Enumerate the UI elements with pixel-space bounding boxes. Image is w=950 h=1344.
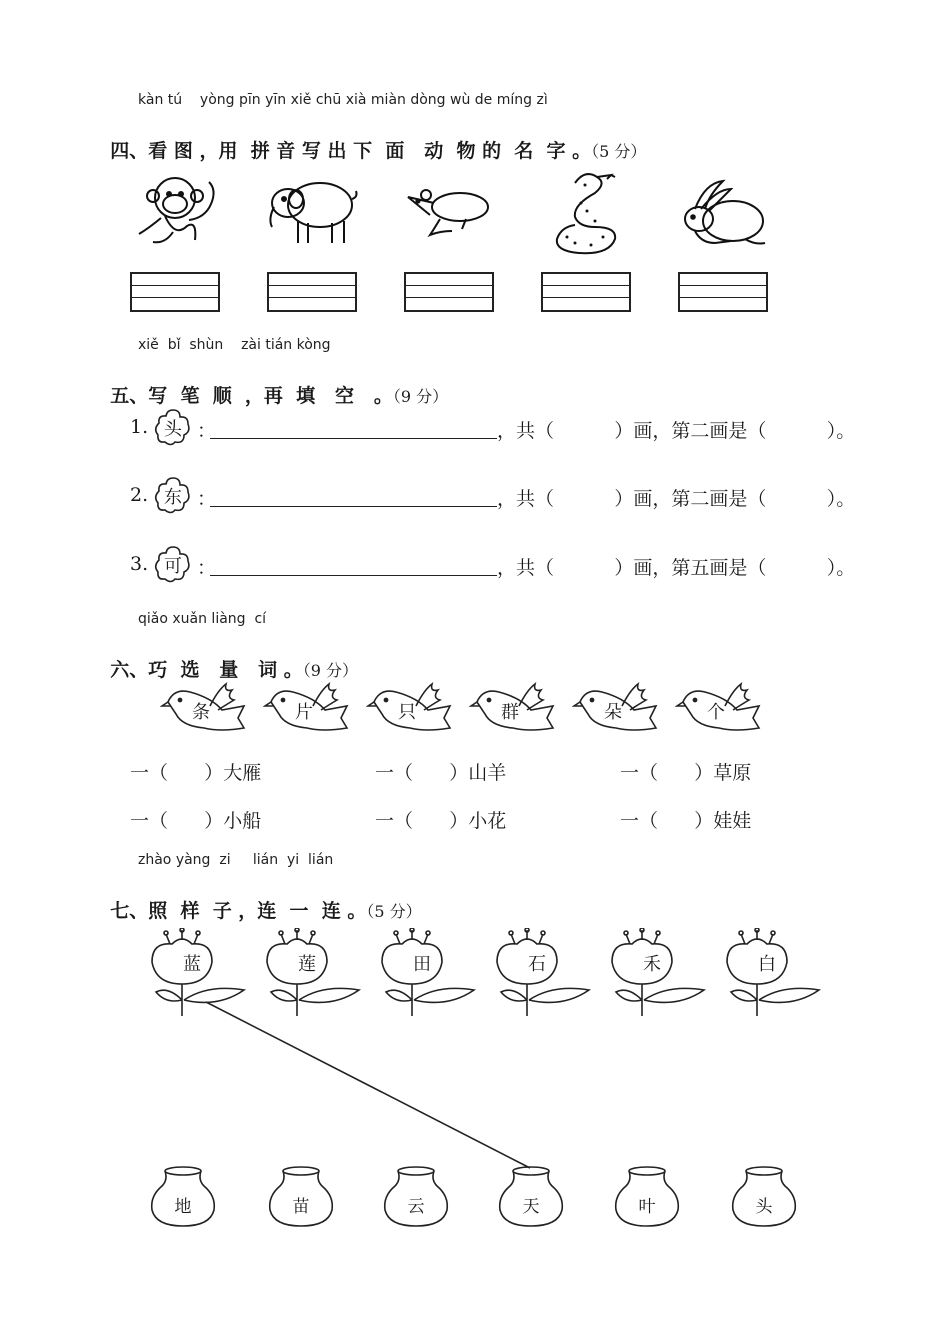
pinyin-writing-box[interactable] (404, 272, 494, 312)
measure-word-blank[interactable]: 一（ ）山羊 (375, 762, 507, 784)
section4-score: （5 分） (591, 142, 647, 161)
stroke-order-answer-line[interactable] (210, 438, 497, 439)
section5-title: 五、写 笔 顺 ，再 填 空 。 (110, 385, 393, 407)
section4-heading (97, 114, 646, 163)
item-number: 1. (130, 416, 149, 438)
tulip-flower[interactable] (493, 928, 593, 1018)
measure-word-bird (160, 680, 250, 736)
flower-char: 东 (164, 487, 182, 508)
monkey-icon (125, 160, 225, 250)
tulip-char: 田 (413, 954, 431, 975)
section7-heading (97, 874, 422, 923)
pinyin-writing-box[interactable] (678, 272, 768, 312)
flower-char-badge (153, 475, 193, 515)
snake-icon (545, 165, 625, 257)
tulip-char: 白 (758, 954, 776, 975)
stroke-order-answer-line[interactable] (210, 575, 497, 576)
jar-char: 云 (407, 1197, 425, 1217)
stroke-count-prompt: ，共（ ）画，第二画是（ ）。 (497, 420, 856, 442)
section7-score: （5 分） (366, 902, 422, 921)
tulip-char: 蓝 (183, 954, 201, 975)
measure-word-blank[interactable]: 一（ ）小船 (130, 810, 262, 832)
measure-word-blank[interactable]: 一（ ）大雁 (130, 762, 262, 784)
item-number: 2. (130, 484, 149, 506)
bird-char: 片 (295, 702, 313, 723)
section6-pinyin: qiǎo xuǎn liàng cí (138, 611, 267, 627)
rabbit-icon (675, 175, 770, 250)
section7-title: 七、照 样 子 ，连 一 连 。 (110, 900, 367, 922)
measure-word-bird (469, 680, 559, 736)
jar-vase[interactable] (266, 1166, 336, 1230)
stroke-count-prompt: ，共（ ）画，第二画是（ ）。 (497, 488, 856, 510)
jar-vase[interactable] (148, 1166, 218, 1230)
tulip-flower[interactable] (378, 928, 478, 1018)
tulip-flower[interactable] (148, 928, 248, 1018)
bird-char: 群 (501, 702, 519, 723)
bird-char: 朵 (604, 702, 622, 723)
tulip-flower[interactable] (608, 928, 708, 1018)
measure-word-bird (366, 680, 456, 736)
section5-score: （9 分） (392, 387, 449, 406)
section5-heading (97, 359, 448, 408)
stroke-order-answer-line[interactable] (210, 506, 497, 507)
colon: ： (197, 420, 217, 442)
jar-char: 苗 (292, 1197, 310, 1217)
flower-char: 可 (164, 556, 182, 577)
flower-char: 头 (164, 419, 182, 440)
section6-score: （9 分） (302, 661, 359, 680)
measure-word-blank[interactable]: 一（ ）小花 (375, 810, 507, 832)
colon: ： (197, 557, 217, 579)
tulip-char: 莲 (298, 954, 316, 975)
tulip-char: 禾 (643, 954, 661, 975)
jar-vase[interactable] (612, 1166, 682, 1230)
measure-word-bird (572, 680, 662, 736)
pinyin-writing-box[interactable] (130, 272, 220, 312)
tulip-char: 石 (528, 954, 546, 975)
pinyin-writing-box[interactable] (541, 272, 631, 312)
jar-char: 地 (174, 1197, 192, 1217)
measure-word-bird (675, 680, 765, 736)
section7-pinyin: zhào yàng zi lián yi lián (138, 852, 334, 868)
elephant-icon (262, 175, 362, 250)
bird-char: 只 (398, 702, 416, 723)
section6-heading (97, 633, 358, 682)
jar-char: 天 (522, 1197, 540, 1217)
pinyin-writing-box[interactable] (267, 272, 357, 312)
bird-char: 个 (707, 702, 725, 723)
jar-vase[interactable] (496, 1166, 566, 1230)
jar-vase[interactable] (381, 1166, 451, 1230)
jar-char: 头 (755, 1197, 773, 1217)
flower-char-badge (153, 407, 193, 447)
section6-title: 六、巧 选 量 词 。 (110, 659, 303, 681)
tulip-flower[interactable] (723, 928, 823, 1018)
flower-char-badge (153, 544, 193, 584)
section5-pinyin: xiě bǐ shùn zài tián kòng (138, 337, 331, 353)
jar-vase[interactable] (729, 1166, 799, 1230)
stroke-count-prompt: ，共（ ）画，第五画是（ ）。 (497, 557, 856, 579)
item-number: 3. (130, 553, 149, 575)
tulip-flower[interactable] (263, 928, 363, 1018)
mouse-icon (400, 185, 495, 240)
colon: ： (197, 488, 217, 510)
measure-word-blank[interactable]: 一（ ）娃娃 (620, 810, 752, 832)
measure-word-blank[interactable]: 一（ ）草原 (620, 762, 752, 784)
bird-char: 条 (192, 702, 210, 723)
jar-char: 叶 (638, 1197, 656, 1217)
section4-title: 四、看 图 ，用 拼 音 写 出 下 面 动 物 的 名 字 。 (110, 140, 592, 162)
measure-word-bird (263, 680, 353, 736)
section4-pinyin: kàn tú yòng pīn yīn xiě chū xià miàn dòng wù de míng zì (138, 92, 548, 108)
